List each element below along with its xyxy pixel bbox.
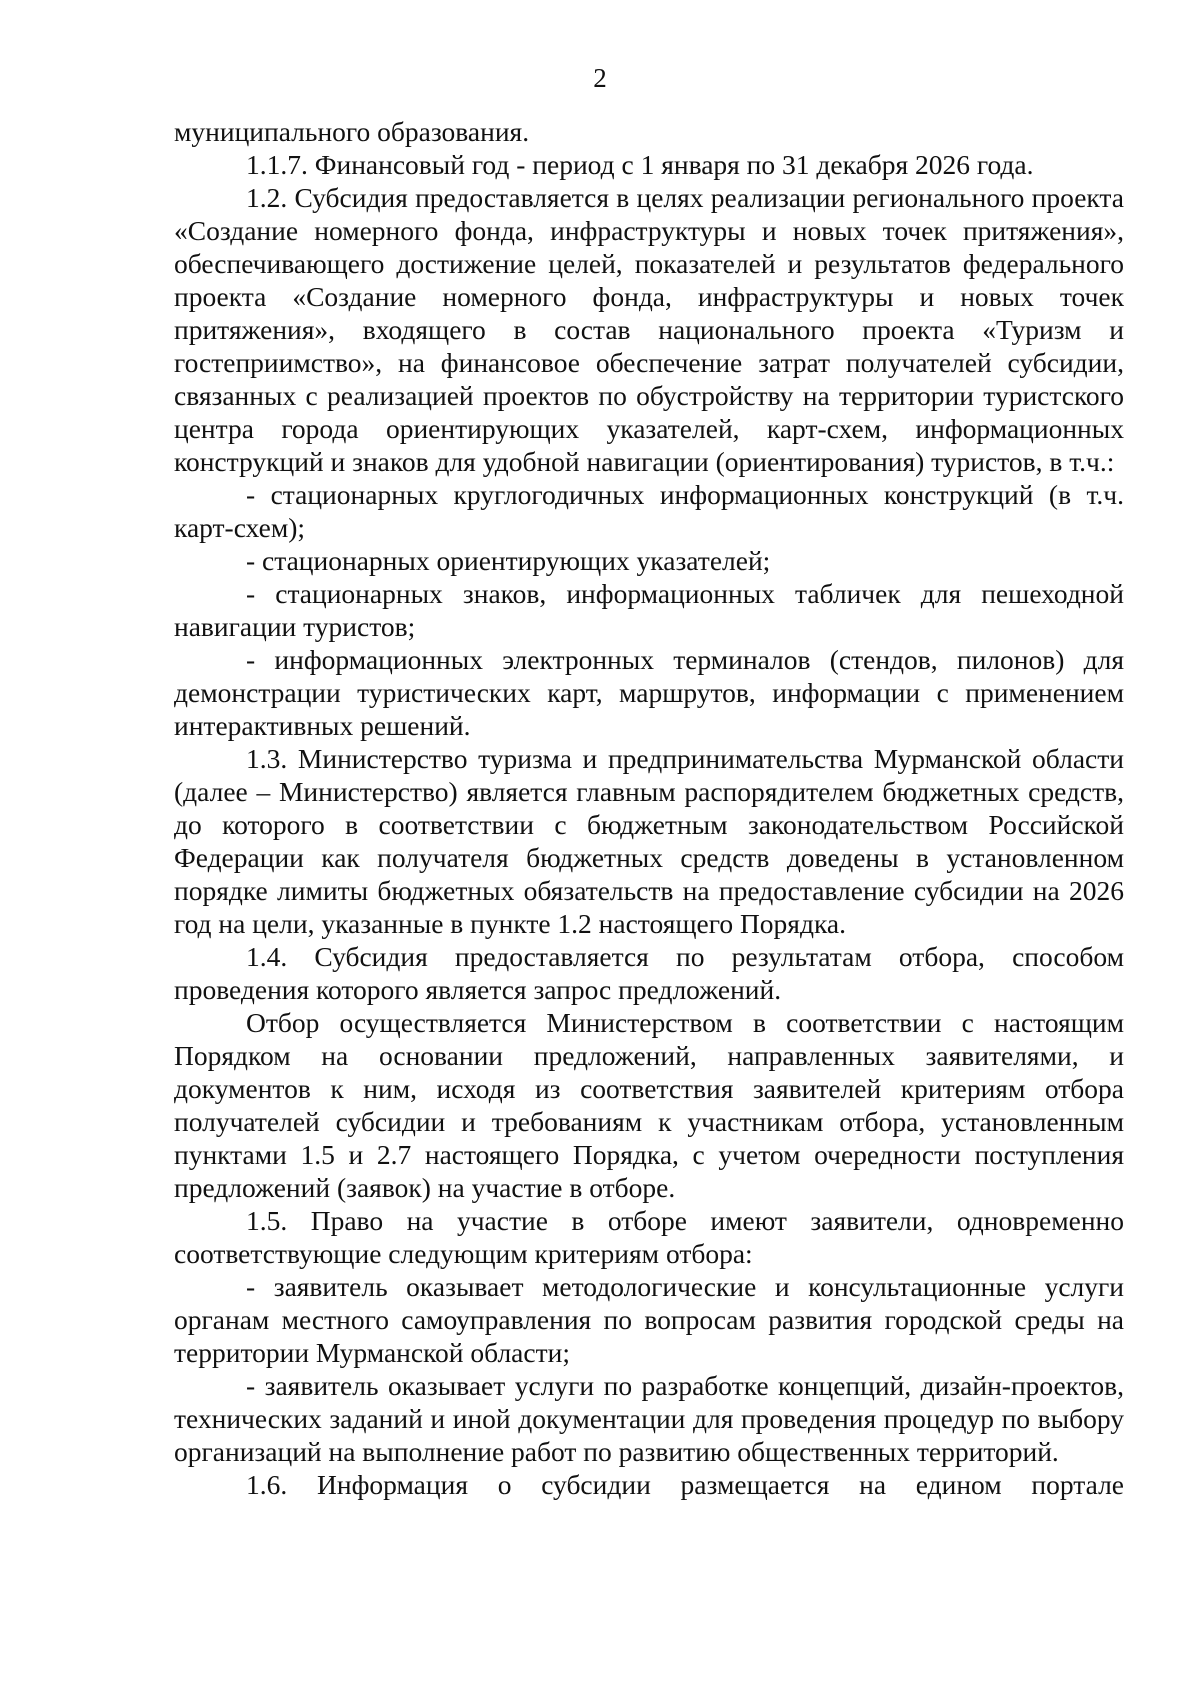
paragraph: 1.4. Субсидия предоставляется по результатам отбора, способом проведения которого является запрос предложений. [174, 941, 1124, 1005]
page-number: 2 [593, 63, 607, 93]
paragraph: муниципального образования. [174, 116, 530, 147]
paragraph: 1.1.7. Финансовый год - период с 1 января по 31 декабря 2026 года. [246, 149, 1034, 180]
list-item: - информационных электронных терминалов (стендов, пилонов) для демонстрации туристических карт, маршрутов, информации с применением интерактивных решений. [174, 644, 1124, 741]
paragraph: 1.2. Субсидия предоставляется в целях реализации регионального проекта «Создание номерного фонда, инфраструктуры и новых точек притяжения», обеспечивающего достижение целей, показателей и результатов федерального проекта «Создание номерного фонда, инфраструктуры и новых точек притяжения», входящего в состав национального проекта «Туризм и гостеприимство», на финансовое обеспечение затрат получателей субсидии, связанных с реализацией проектов по обустройству на территории туристского центра города ориентирующих указателей, карт-схем, информационных конструкций и знаков для удобной навигации (ориентирования) туристов, в т.ч.: [174, 182, 1124, 477]
list-item: - стационарных знаков, информационных табличек для пешеходной навигации туристов; [174, 578, 1124, 642]
list-item: - заявитель оказывает услуги по разработке концепций, дизайн-проектов, технических заданий и иной документации для проведения процедур по выбору организаций на выполнение работ по развитию общественных территорий. [174, 1370, 1124, 1467]
paragraph: 1.5. Право на участие в отборе имеют заявители, одновременно соответствующие следующим критериям отбора: [174, 1205, 1124, 1269]
paragraph: Отбор осуществляется Министерством в соответствии с настоящим Порядком на основании предложений, направленных заявителями, и документов к ним, исходя из соответствия заявителей критериям отбора получателей субсидии и требованиям к участникам отбора, установленным пунктами 1.5 и 2.7 настоящего Порядка, с учетом очередности поступления предложений (заявок) на участие в отборе. [174, 1007, 1124, 1203]
paragraph: 1.6. Информация о субсидии размещается на едином портале [246, 1469, 1124, 1500]
paragraph: 1.3. Министерство туризма и предпринимательства Мурманской области (далее – Министерство) является главным распорядителем бюджетных средств, до которого в соответствии с бюджетным законодательством Российской Федерации как получателя бюджетных средств доведены в установленном порядке лимиты бюджетных обязательств на предоставление субсидии на 2026 год на цели, указанные в пункте 1.2 настоящего Порядка. [174, 743, 1124, 939]
list-item: - заявитель оказывает методологические и консультационные услуги органам местного самоуправления по вопросам развития городской среды на территории Мурманской области; [174, 1271, 1124, 1368]
document-body [174, 115, 1124, 1501]
list-item: - стационарных ориентирующих указателей; [246, 545, 771, 576]
list-item: - стационарных круглогодичных информационных конструкций (в т.ч. карт-схем); [174, 479, 1124, 543]
